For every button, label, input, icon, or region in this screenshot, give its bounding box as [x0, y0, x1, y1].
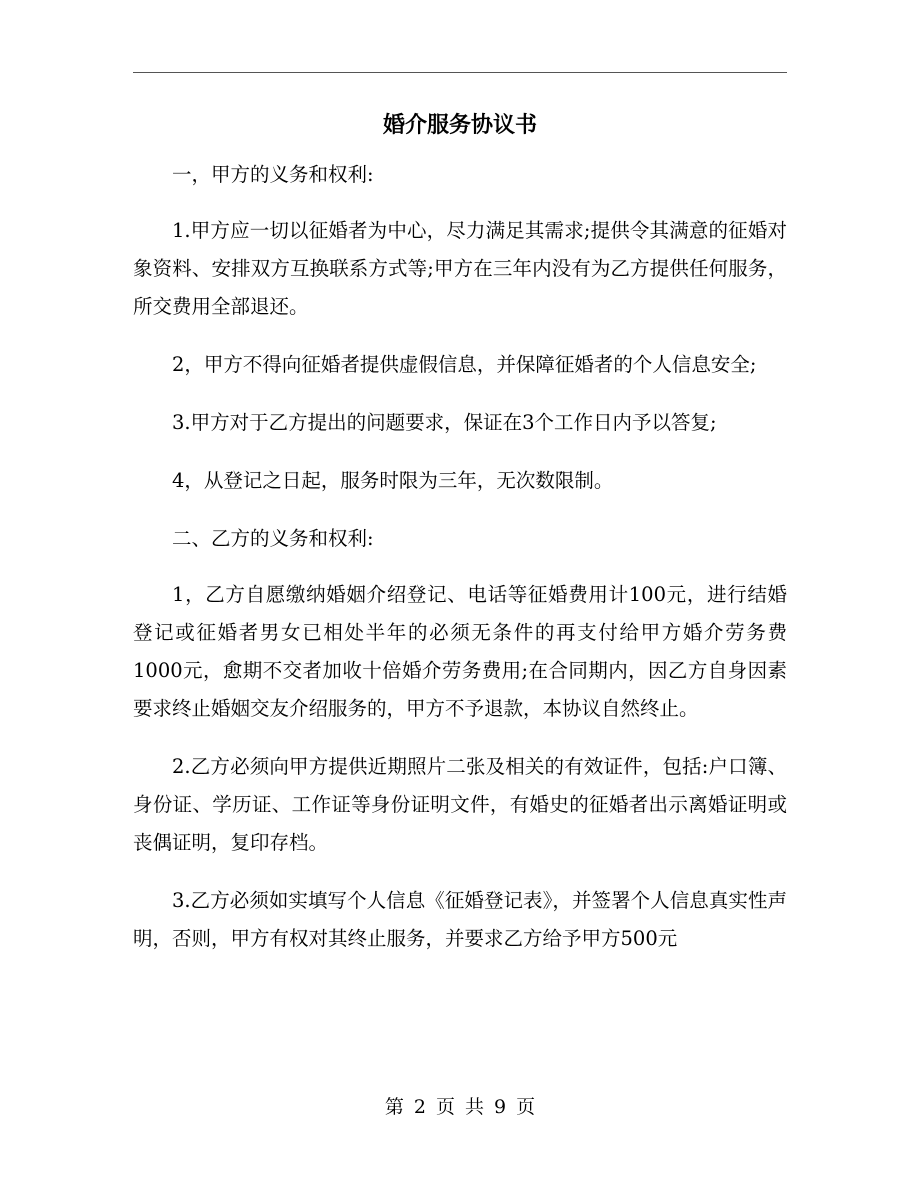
document-body [133, 156, 787, 978]
section-heading-party-b: 二、乙方的义务和权利: [172, 527, 374, 550]
paragraph: 1.甲方应一切以征婚者为中心，尽力满足其需求;提供令其满意的征婚对象资料、安排双方互换联系方式等;甲方在三年内没有为乙方提供任何服务，所交费用全部退还。 [133, 219, 787, 318]
document-title: 婚介服务协议书 [382, 112, 537, 138]
header-rule [133, 72, 787, 73]
paragraph: 2.乙方必须向甲方提供近期照片二张及相关的有效证件，包括:户口簿、身份证、学历证、工作证等身份证明文件，有婚史的征婚者出示离婚证明或丧偶证明，复印存档。 [133, 755, 787, 854]
page-number-footer: 第 2 页 共 9 页 [384, 1096, 536, 1118]
paragraph: 3.甲方对于乙方提出的问题要求，保证在3个工作日内予以答复; [172, 411, 717, 434]
paragraph: 2，甲方不得向征婚者提供虚假信息，并保障征婚者的个人信息安全; [172, 353, 757, 376]
section-heading-party-a: 一，甲方的义务和权利: [172, 163, 374, 186]
paragraph: 1，乙方自愿缴纳婚姻介绍登记、电话等征婚费用计100元，进行结婚登记或征婚者男女已相处半年的必须无条件的再支付给甲方婚介劳务费1000元，愈期不交者加收十倍婚介劳务费用;在合同期内，因乙方自身因素要求终止婚姻交友介绍服务的，甲方不予退款，本协议自然终止。 [133, 583, 787, 720]
paragraph: 4，从登记之日起，服务时限为三年，无次数限制。 [172, 469, 614, 492]
paragraph: 3.乙方必须如实填写个人信息《征婚登记表》，并签署个人信息真实性声明，否则，甲方有权对其终止服务，并要求乙方给予甲方500元 [133, 889, 787, 950]
